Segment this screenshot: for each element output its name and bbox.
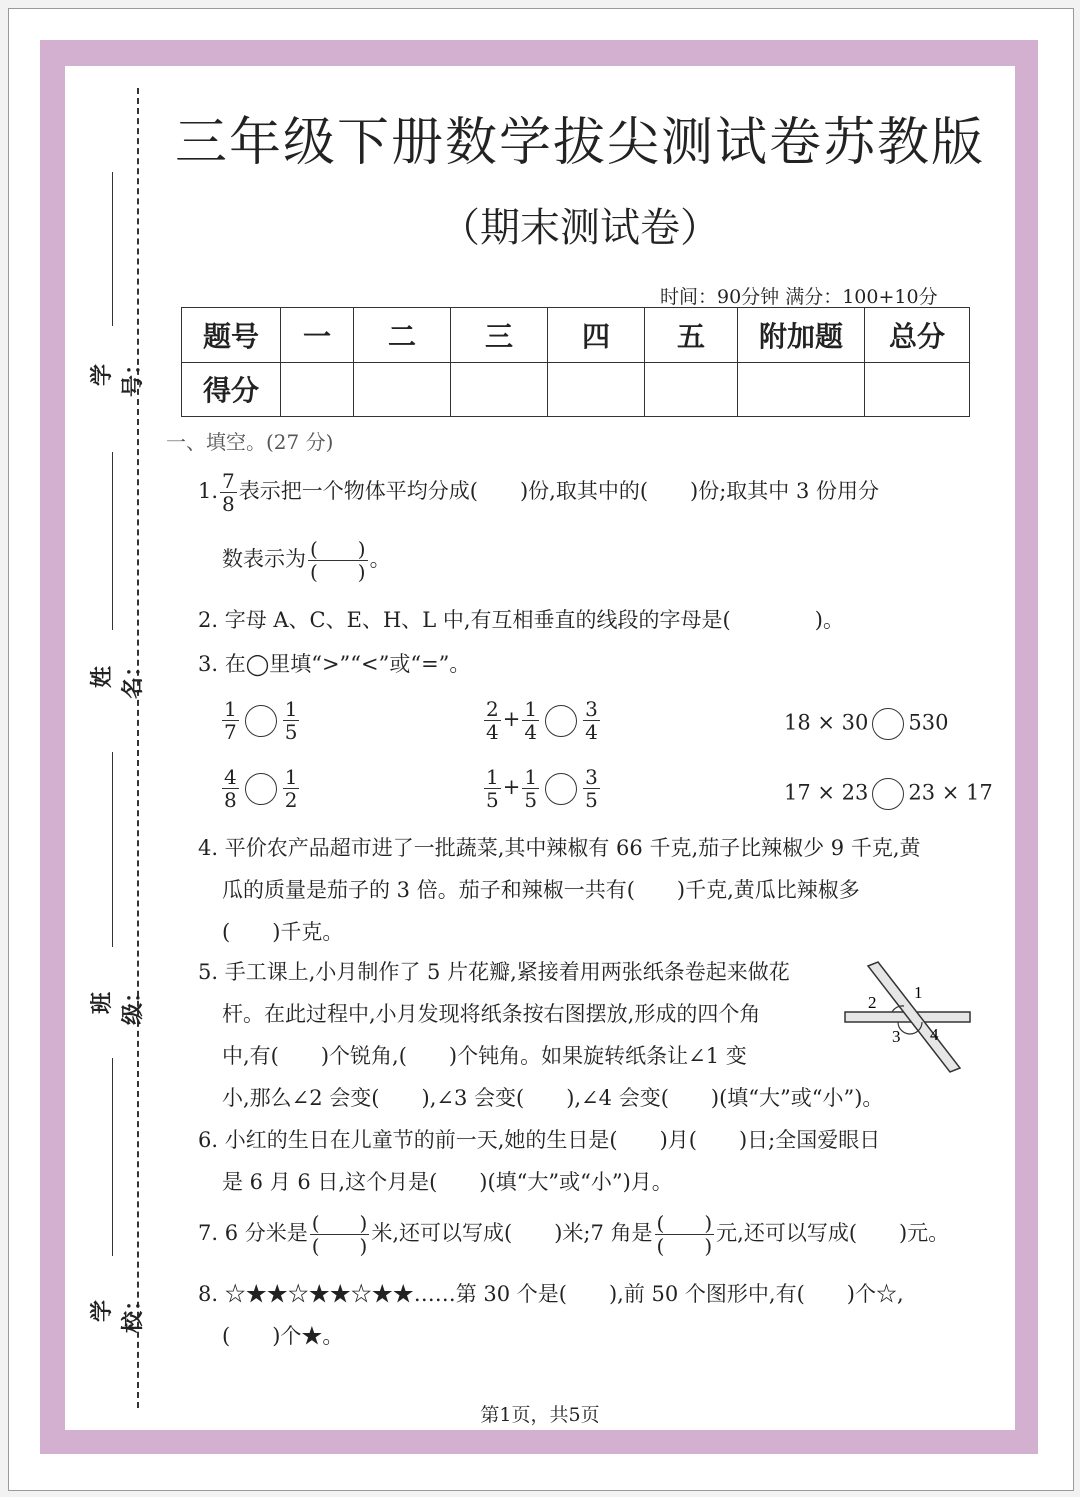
question-6-line1: 6. 小红的生日在儿童节的前一天,她的生日是( )月( )日;全国爱眼日 [198,1128,881,1152]
fraction: $\frac{1}{2}$ [284,765,298,812]
question-2: 2. 字母 A、C、E、H、L 中,有互相垂直的线段的字母是( )。 [198,608,844,632]
question-5-line1: 5. 手工课上,小月制作了 5 片花瓣,紧接着用两张纸条卷起来做花 [198,960,790,984]
question-5-line2: 杆。在此过程中,小月发现将纸条按右图摆放,形成的四个角 [222,1002,761,1026]
question-text: 表示把一个物体平均分成( )份,取其中的( )份;取其中 3 份用分 [238,479,880,503]
crossed-strips-figure [840,960,975,1075]
question-6-line2: 是 6 月 6 日,这个月是( )(填“大”或“小”)月。 [222,1170,673,1194]
fraction: $\frac{2}{4}$ [486,697,499,744]
compare-item: $\frac{1}{5}$ + $\frac{1}{5}$ $\frac{3}{5}$ [486,765,598,812]
question-4-line2: 瓜的质量是茄子的 3 倍。茄子和辣椒一共有( )千克,黄瓜比辣椒多 [222,878,860,902]
blank-fraction[interactable]: $\frac{( )}{( )}$ [656,1211,713,1258]
question-4-line3: ( )千克。 [222,920,344,944]
question-5-line3: 中,有( )个锐角,( )个钝角。如果旋转纸条让∠1 变 [222,1044,747,1068]
cell-header: 三 [451,308,548,363]
compare-item [220,766,301,811]
question-4-line1: 4. 平价农产品超市进了一批蔬菜,其中辣椒有 66 千克,茄子比辣椒少 9 千克,黄 [198,836,921,860]
page-footer: 第1页，共5页 [480,1404,600,1426]
score-table-score-row [182,362,970,417]
fraction: $\frac{1}{5}$ [486,765,499,812]
cell-header: 二 [354,308,451,363]
cell-score[interactable] [451,362,548,417]
school-line [112,1058,113,1256]
name-line [112,452,113,630]
cell-score[interactable] [281,362,354,417]
fraction: $\frac{1}{4}$ [524,697,538,744]
cell-header: 四 [548,308,645,363]
blank-fraction[interactable]: $\frac{( )}{( )}$ [310,537,366,584]
score-table-header-row [182,308,970,363]
question-7: 7. 6 分米是 $\frac{( )}{( )}$ 米,还可以写成( )米;7 角是 $\frac{( )}{( )}$ 元,还可以写成( )元。 [198,1211,950,1258]
compare-item [220,698,301,743]
question-8-line1: 8. ☆★★☆★★☆★★……第 30 个是( ),前 50 个图形中,有( )个☆, [198,1282,904,1306]
cell-score[interactable] [738,362,865,417]
time-score-info: 时间：90分钟 满分：100+10分 [660,286,938,308]
angle-label-2: 2 [868,993,877,1012]
class-label: 班级： [89,980,146,1025]
fraction: $\frac{1}{7}$ [224,697,237,744]
class-line [112,752,113,947]
section-heading: 一、填空。(27 分) [166,430,334,454]
name-label: 姓名： [89,654,146,699]
fraction: $\frac{3}{4}$ [585,697,598,744]
question-5-line4: 小,那么∠2 会变( ),∠3 会变( ),∠4 会变( )(填“大”或“小”)。 [222,1086,884,1110]
fraction: $\frac{1}{5}$ [284,697,298,744]
page-title: 三年级下册数学拔尖测试卷苏教版 [174,113,985,173]
cell-header: 题号 [182,308,281,363]
compare-item: 18 × 30 530 [784,708,948,740]
cell-header: 附加题 [738,308,865,363]
question-number: 1. [198,479,219,503]
school-label: 学校： [89,1288,146,1333]
compare-circle[interactable] [872,778,904,810]
student-id-line [112,172,113,326]
blank-fraction[interactable]: $\frac{( )}{( )}$ [311,1211,368,1258]
compare-circle[interactable] [545,773,577,805]
compare-circle[interactable] [872,708,904,740]
compare-item: 17 × 23 23 × 17 [784,778,993,810]
cell-score[interactable] [354,362,451,417]
cell-header: 总分 [865,308,970,363]
score-table [181,307,970,417]
cell-score[interactable] [645,362,738,417]
cell-score[interactable] [548,362,645,417]
fraction: $\frac{1}{5}$ [524,765,538,812]
cell-score-label: 得分 [182,362,281,417]
fraction: $\frac{3}{5}$ [585,765,598,812]
cell-header: 一 [281,308,354,363]
fraction: $\frac{4}{8}$ [224,765,237,812]
question-1-line2: 数表示为 $\frac{( )}{( )}$ 。 [222,537,391,584]
question-8-line2: ( )个★。 [222,1324,344,1348]
compare-item: $\frac{2}{4}$ + $\frac{1}{4}$ $\frac{3}{4}$ [486,697,598,744]
compare-circle[interactable] [545,705,577,737]
page-subtitle: （期末测试卷） [440,205,720,251]
angle-label-4: 4 [930,1025,939,1044]
question-1-line1 [198,470,879,515]
cell-score[interactable] [865,362,970,417]
question-text: 数表示为 [222,547,306,571]
cell-header: 五 [645,308,738,363]
compare-circle[interactable] [245,705,277,737]
compare-circle[interactable] [245,773,277,805]
binding-dashed-line [137,88,139,1408]
student-id-label: 学号： [89,352,146,397]
angle-label-3: 3 [892,1027,901,1046]
question-3-intro: 3. 在◯里填“>”“<”或“=”。 [198,652,471,676]
angle-label-1: 1 [914,983,923,1002]
fraction: $\frac{7}{8}$ [222,469,235,516]
